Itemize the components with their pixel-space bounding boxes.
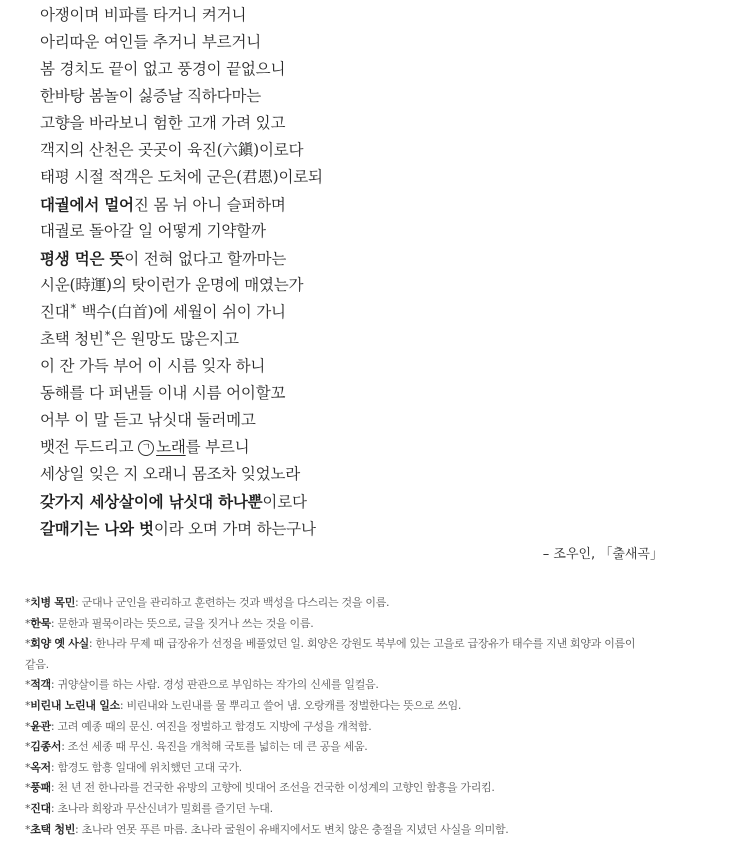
poem-text: 를 부르니 (185, 438, 250, 456)
poem-line (40, 2, 720, 29)
poem-line (40, 434, 720, 461)
footnote-definition: : 초나라 희왕과 무산신녀가 밀회를 즐기던 누대. (50, 801, 273, 815)
poem-text: 고향을 바라보니 험한 고개 가려 있고 (40, 114, 286, 132)
footnote-term: 비린내 노린내 일소 (30, 698, 120, 712)
footnote-marker: * (25, 596, 31, 609)
footnote-definition: : 한나라 무제 때 급장유가 선정을 베풀었던 일. 회양은 강원도 북부에 있는 고을로 급장유가 태수를 지낸 회양과 이름이 (88, 637, 636, 651)
poem-text: 이 잔 가득 부어 이 시름 잊자 하니 (40, 357, 266, 375)
footnote-marker: * (25, 719, 31, 733)
poem-line (40, 191, 720, 218)
footnote-definition: : 군대나 군인을 관리하고 훈련하는 것과 백성을 다스리는 것을 이름. (75, 596, 390, 609)
footnote-item (25, 634, 675, 655)
footnote-definition: : 천 년 전 한나라를 건국한 유방의 고향에 빗대어 조선을 건국한 이성계의 고향인 함흥을 가리킴. (50, 781, 495, 795)
poem-line (40, 110, 720, 137)
poem-text: 뱃전 두드리고 (40, 438, 139, 456)
footnote-definition: : 고려 예종 때의 문신. 여진을 정벌하고 함경도 지방에 구성을 개척함. (50, 719, 372, 733)
poem-text: 이라 오며 가며 하는구나 (153, 520, 316, 538)
footnote-term: 풍패 (30, 781, 51, 795)
footnote-item (25, 675, 675, 696)
poem-text: 진대 (40, 303, 70, 321)
poem-text: 진 몸 뉘 아니 슬퍼하며 (133, 196, 286, 214)
footnote-item (25, 717, 675, 738)
poem-text: 아쟁이며 비파를 타거니 켜거니 (40, 6, 247, 24)
footnote-marker: * (25, 637, 31, 651)
poem-line (40, 56, 720, 83)
poem-line (40, 29, 720, 56)
footnote-definition: : 귀양살이를 하는 사람. 경성 판관으로 부임하는 작가의 신세를 일컬음. (50, 678, 379, 692)
footnote-marker: * (25, 678, 31, 692)
poem-line (40, 164, 720, 191)
poem-text: 한바탕 봄놀이 싫증날 직하다마는 (40, 87, 262, 105)
footnote-marker: * (104, 329, 111, 342)
footnote-term: 적객 (30, 678, 51, 692)
poem-underlined-word: 노래 (156, 438, 186, 456)
source-citation: – 조우인, 「출새곡」 (542, 547, 663, 562)
poem-line (40, 353, 720, 380)
footnote-definition: : 초나라 연못 푸른 마름. 초나라 굴원이 유배지에서도 변치 않은 충절을 지녔던 사실을 의미함. (75, 822, 509, 836)
poem-text: 은 원망도 많은지고 (111, 330, 239, 348)
poem-line (40, 380, 720, 407)
footnote-definition: : 문한과 필묵이라는 뜻으로, 글을 짓거나 쓰는 것을 이름. (50, 616, 314, 630)
footnote-term: 한묵 (30, 616, 51, 630)
poem-bold-phrase: 갖가지 세상살이에 낚싯대 하나뿐 (40, 492, 263, 511)
footnote-marker: * (25, 822, 31, 836)
poem-text: 동해를 다 퍼낸들 이내 시름 어이할꼬 (40, 384, 286, 402)
footnote-marker: * (25, 616, 31, 630)
poem-text: 이로다 (262, 493, 307, 511)
footnote-definition: : 조선 세종 때 무신. 육진을 개척해 국토를 넓히는 데 큰 공을 세움. (61, 740, 368, 754)
footnote-term: 진대 (30, 801, 51, 815)
footnote-item (25, 737, 675, 758)
footnote-definition: : 함경도 함흥 일대에 위치했던 고대 국가. (50, 760, 242, 774)
footnote-item (25, 614, 675, 635)
poem-text: 이 전혀 없다고 할까마는 (124, 250, 287, 268)
footnotes (25, 593, 675, 840)
footnote-marker: * (25, 781, 31, 795)
poem-text: 시운(時運)의 탓이런가 운명에 매였는가 (40, 276, 304, 294)
footnote-marker: * (70, 302, 76, 315)
poem-bold-phrase: 평생 먹은 뜻 (40, 249, 125, 268)
footnote-item (25, 778, 675, 799)
footnote-continuation: 같음. (25, 657, 49, 671)
poem-line (40, 272, 720, 299)
poem-line (40, 488, 720, 515)
circled-label: ㄱ (138, 440, 154, 456)
footnote-item (25, 799, 675, 820)
poem-line (40, 326, 720, 353)
poem-line (40, 299, 720, 326)
footnote-marker: * (25, 801, 31, 815)
poem-line (40, 245, 720, 272)
poem-text: 세상일 잊은 지 오래니 몸조차 잊었노라 (40, 465, 301, 483)
poem-text: 봄 경치도 끝이 없고 풍경이 끝없으니 (40, 60, 286, 78)
poem-line (40, 515, 720, 542)
footnote-marker: * (25, 698, 31, 712)
footnote-item (25, 758, 675, 779)
footnote-term: 치병 목민 (30, 596, 76, 609)
poem-line (40, 137, 720, 164)
poem-line (40, 461, 720, 488)
poem-text: 태평 시절 적객은 도처에 군은(君恩)이로되 (40, 168, 323, 186)
poem-text: 객지의 산천은 곳곳이 육진(六鎭)이로다 (40, 141, 304, 159)
footnote-item (25, 820, 675, 841)
footnote-definition: : 비린내와 노린내를 물 뿌리고 쓸어 냄. 오랑캐를 정벌한다는 뜻으로 쓰임. (119, 698, 462, 712)
poem-text: 아리따운 여인들 추거니 부르거니 (40, 33, 262, 51)
footnote-term: 윤관 (30, 719, 51, 733)
poem-text: 어부 이 말 듣고 낚싯대 둘러메고 (40, 411, 256, 429)
poem-text: 초택 청빈 (40, 330, 104, 348)
poem-text: 대궐로 돌아갈 일 어떻게 기약할까 (40, 222, 266, 240)
footnote-term: 회양 옛 사실 (30, 637, 89, 651)
footnote-marker: * (25, 760, 31, 774)
footnote-term: 옥저 (30, 760, 51, 774)
footnote-term: 초택 청빈 (30, 822, 76, 836)
poem (40, 2, 720, 542)
poem-bold-phrase: 갈매기는 나와 벗 (40, 519, 154, 538)
poem-line (40, 83, 720, 110)
poem-text: 백수(白首)에 세월이 쉬이 가니 (76, 303, 286, 321)
poem-bold-phrase: 대궐에서 멀어 (40, 195, 134, 214)
footnote-item (25, 696, 675, 717)
footnote-marker: * (25, 740, 31, 754)
footnote-term: 김종서 (30, 740, 62, 754)
poem-line (40, 407, 720, 434)
poem-line (40, 218, 720, 245)
footnote-item (25, 593, 675, 614)
